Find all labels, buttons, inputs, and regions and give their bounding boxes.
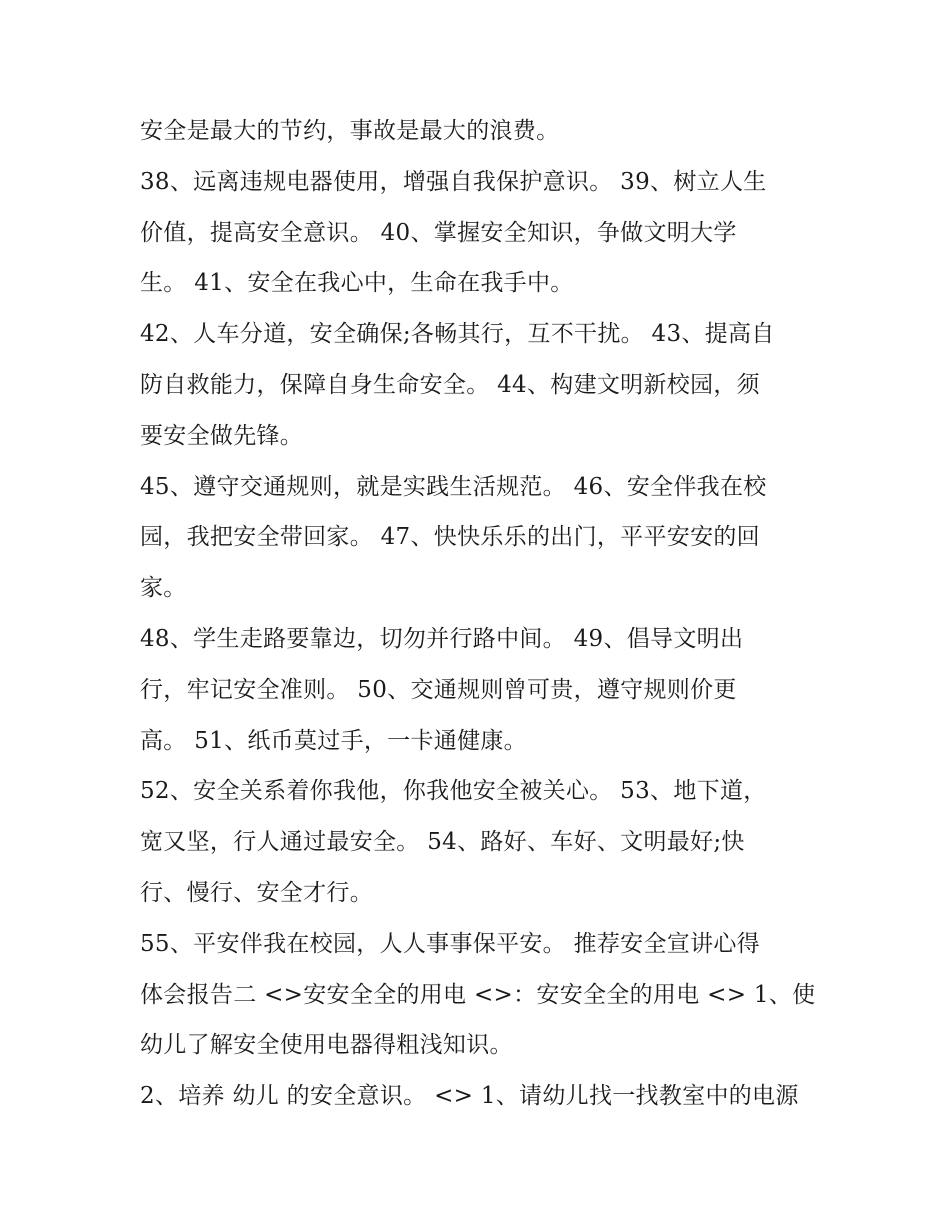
text-line: 生。 41、安全在我心中，生命在我手中。 — [140, 270, 574, 297]
text-line: 要安全做先锋。 — [140, 422, 304, 449]
text-line: 52、安全关系着你我他，你我他安全被关心。 53、地下道， — [140, 778, 767, 805]
text-line: 宽又坚，行人通过最安全。 54、路好、车好、文明最好;快 — [140, 829, 745, 856]
text-line: 行、慢行、安全才行。 — [140, 879, 373, 906]
text-line: 38、远离违规电器使用，增强自我保护意识。 39、树立人生 — [140, 168, 767, 195]
text-line: 园，我把安全带回家。 47、快快乐乐的出门，平平安安的回 — [140, 524, 760, 551]
text-line: 幼儿了解安全使用电器得粗浅知识。 — [140, 1032, 513, 1059]
text-line: 家。 — [140, 575, 187, 602]
document-body — [140, 106, 820, 1122]
text-line: 防自救能力，保障自身生命安全。 44、构建文明新校园，须 — [140, 371, 760, 398]
text-line: 高。 51、纸币莫过手，一卡通健康。 — [140, 727, 527, 754]
text-line: 42、人车分道，安全确保;各畅其行，互不干扰。 43、提高自 — [140, 321, 775, 348]
text-line: 价值，提高安全意识。 40、掌握安全知识，争做文明大学 — [140, 219, 737, 246]
text-line: 48、学生走路要靠边，切勿并行路中间。 49、倡导文明出 — [140, 625, 744, 652]
text-line: 2、培养 幼儿 的安全意识。 <> 1、请幼儿找一找教室中的电源 — [140, 1083, 799, 1110]
text-line: 45、遵守交通规则，就是实践生活规范。 46、安全伴我在校 — [140, 473, 767, 500]
text-line: 安全是最大的节约，事故是最大的浪费。 — [140, 118, 560, 144]
text-line: 行，牢记安全准则。 50、交通规则曾可贵，遵守规则价更 — [140, 676, 737, 703]
text-line: 55、平安伴我在校园，人人事事保平安。 推荐安全宣讲心得 — [140, 930, 760, 957]
text-line: 体会报告二 <>安安全全的用电 <>：安安全全的用电 <> 1、使 — [140, 981, 816, 1008]
